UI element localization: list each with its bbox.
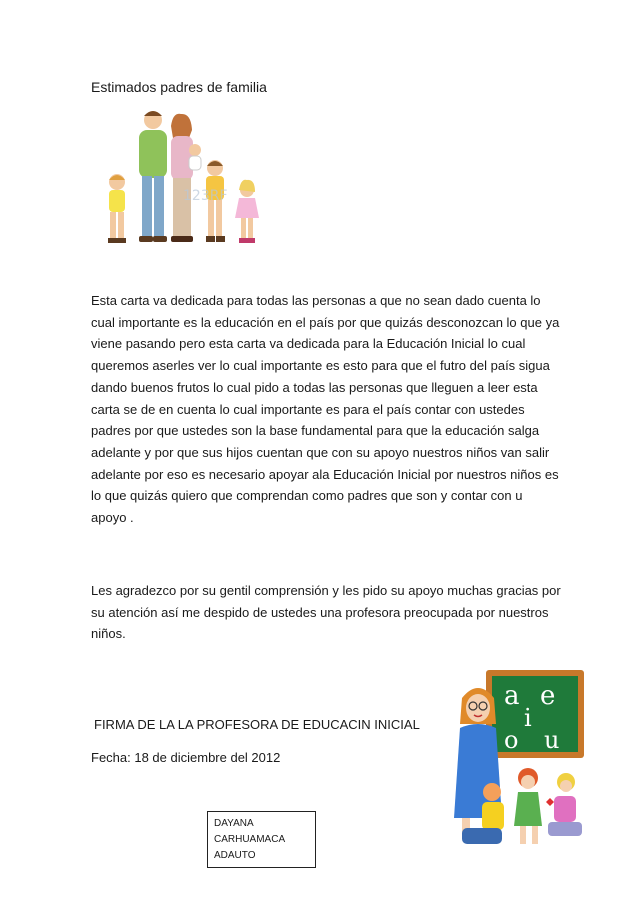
name-line-2: CARHUAMACA xyxy=(214,834,286,845)
chalk-letter-o: o xyxy=(504,726,519,754)
chalk-letter-u: u xyxy=(544,726,560,754)
chalk-letter-e: e xyxy=(540,681,556,711)
name-line-1: DAYANA xyxy=(214,818,254,829)
watermark-text: 123RF xyxy=(183,188,228,204)
greeting-heading: Estimados padres de familia xyxy=(91,79,267,95)
name-line-3: ADAUTO xyxy=(214,850,256,861)
letter-body-paragraph-2: Les agradezco por su gentil comprensión y les pido su apoyo muchas gracias por su atención así me despido de ustedes una profesora preocupada por nuestros niños. xyxy=(91,583,561,642)
letter-body-paragraph-1: Esta carta va dedicada para todas las personas a que no sean dado cuenta lo cual importante es la educación en el país por que quizás desconozcan lo que ya viene pasando pero esta carta va dedicada para la Educación Inicial lo cual queremos aserles ver lo cual importante es esto para que el futro del país sigua dando buenos frutos lo cual pido a todas las personas que lleguen a leer esta carta se de en cuenta lo cual importante es para el país contar con ustedes padres por que ustedes son la base fundamental para que la educación salga adelante y por que sus hijos cuentan que con su apoyo nuestros niños van salir adelante por eso es necesario apoyar ala Educación Inicial por nuestros niños es lo que quizás quiero que comprendan como padres que son y contar con u apoyo . xyxy=(91,293,560,526)
date-line: Fecha: 18 de diciembre del 2012 xyxy=(91,750,281,765)
teacher-chalkboard-illustration xyxy=(448,668,588,858)
family-illustration xyxy=(95,108,275,253)
signature-title: FIRMA DE LA LA PROFESORA DE EDUCACIN INICIAL xyxy=(94,717,420,732)
signature-name-box xyxy=(207,811,316,868)
chalk-letter-a: a xyxy=(504,681,520,711)
chalk-letter-i: i xyxy=(524,704,532,732)
